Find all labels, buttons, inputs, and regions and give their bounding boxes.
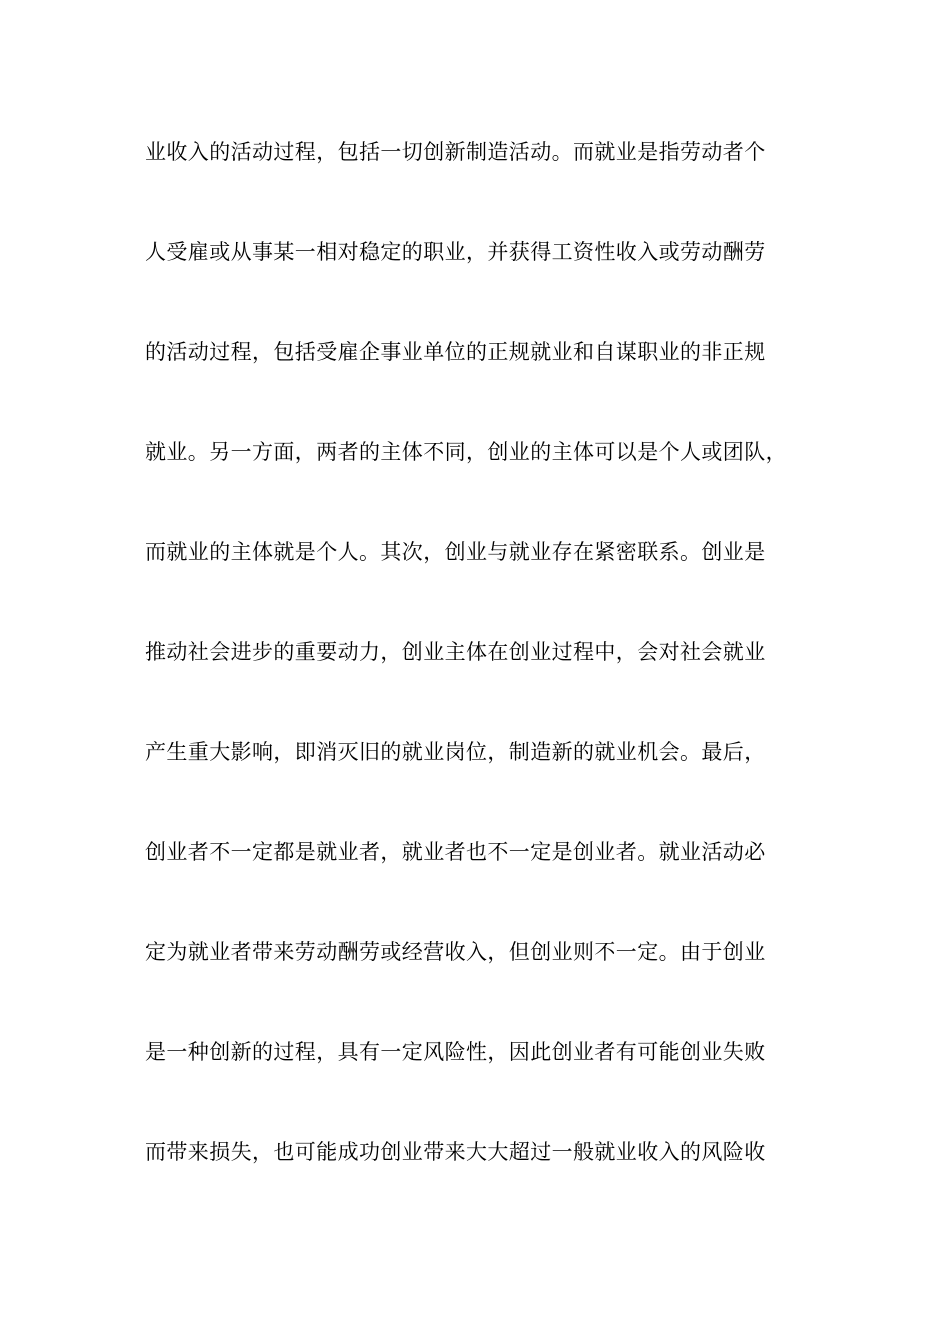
text-line: 而就业的主体就是个人。其次，创业与就业存在紧密联系。创业是 [145, 540, 766, 564]
body-text [145, 127, 835, 1227]
text-line: 的活动过程，包括受雇企事业单位的正规就业和自谋职业的非正规 [145, 340, 766, 364]
text-line: 而带来损失，也可能成功创业带来大大超过一般就业收入的风险收 [145, 1140, 766, 1164]
text-line: 产生重大影响，即消灭旧的就业岗位，制造新的就业机会。最后， [145, 740, 766, 764]
text-line: 业收入的活动过程，包括一切创新制造活动。而就业是指劳动者个 [145, 140, 766, 164]
text-line: 定为就业者带来劳动酬劳或经营收入，但创业则不一定。由于创业 [145, 940, 766, 964]
text-line: 创业者不一定都是就业者，就业者也不一定是创业者。就业活动必 [145, 840, 766, 864]
text-line: 是一种创新的过程，具有一定风险性，因此创业者有可能创业失败 [145, 1040, 766, 1064]
text-line: 推动社会进步的重要动力，创业主体在创业过程中，会对社会就业 [145, 640, 766, 664]
text-line: 人受雇或从事某一相对稳定的职业，并获得工资性收入或劳动酬劳 [145, 240, 766, 264]
text-line: 就业。另一方面，两者的主体不同，创业的主体可以是个人或团队， [145, 440, 787, 464]
